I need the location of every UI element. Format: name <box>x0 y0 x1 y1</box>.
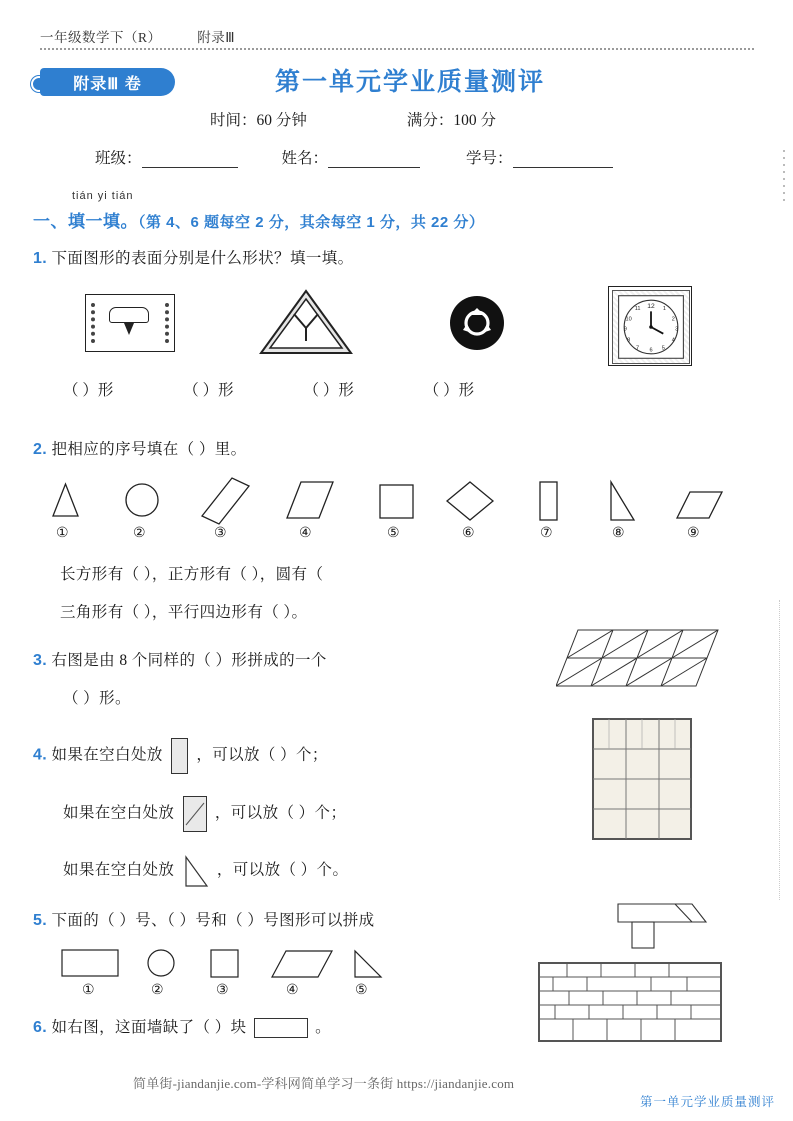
side-footer-label: 第一单元学业质量测评 <box>639 1095 775 1109</box>
question-3 <box>33 648 327 670</box>
question-4 <box>33 738 328 774</box>
parallelogram-tiling-figure <box>556 628 721 688</box>
question-5-shapes <box>50 938 450 984</box>
svg-text:12: 12 <box>647 303 655 310</box>
q4-line-2-prefix: 如果在空白处放 <box>63 804 175 822</box>
q4-line-2-suffix[interactable]: ，可以放（ ）个； <box>214 804 347 822</box>
q5-num-1: ① <box>82 983 95 998</box>
q5-num-4: ④ <box>286 983 299 998</box>
q2-answer-line-1[interactable]: 长方形有（ ），正方形有（ ），圆有（ <box>60 566 324 583</box>
svg-text:7: 7 <box>636 345 640 352</box>
q4-line-1-prefix: 如果在空白处放 <box>51 746 163 764</box>
section-1-title: 一、填一填。 <box>33 212 138 231</box>
q5-num-2: ② <box>151 983 164 998</box>
student-fields <box>95 146 705 168</box>
q2-num-4: ④ <box>299 526 312 541</box>
q2-num-3: ③ <box>214 526 227 541</box>
svg-text:4: 4 <box>671 337 675 344</box>
q1-blank-3[interactable]: （ ）形 <box>303 382 354 399</box>
field-class <box>95 146 238 168</box>
question-2-number: 2. <box>33 441 48 458</box>
q2-num-1: ① <box>56 526 69 541</box>
q2-answer-line-2[interactable]: 三角形有（ ），平行四边形有（ ）。 <box>60 604 308 621</box>
brick-rectangle-shape <box>254 1018 308 1038</box>
page-title: 第一单元学业质量测评 <box>274 68 545 96</box>
q2-num-6: ⑥ <box>462 526 475 541</box>
question-1-figures <box>60 282 760 362</box>
question-1-text: 下面图形的表面分别是什么形状？填一填。 <box>51 250 354 267</box>
svg-text:5: 5 <box>661 345 665 352</box>
svg-text:6: 6 <box>649 347 653 354</box>
exam-score: 满分：100 分 <box>406 112 497 129</box>
field-class-input[interactable] <box>142 152 238 168</box>
question-3-line-1[interactable]: 右图是由 8 个同样的（ ）形拼成的一个 <box>51 652 327 669</box>
header-left-text: 一年级数学下（R） <box>40 30 162 45</box>
header-right-text: 附录Ⅲ <box>197 30 236 45</box>
question-6 <box>33 1015 331 1038</box>
question-1-blanks <box>33 378 763 400</box>
section-1-detail: （第 4、6 题每空 2 分，其余每空 1 分，共 22 分） <box>138 214 485 231</box>
field-id <box>466 146 613 168</box>
q5-num-3: ③ <box>216 983 229 998</box>
q1-blank-1[interactable]: （ ）形 <box>63 382 114 399</box>
appendix-badge: 附录Ⅲ 卷 <box>40 68 175 96</box>
question-1-number: 1. <box>33 250 48 267</box>
q6-text-suffix: 。 <box>315 1019 331 1036</box>
question-6-number: 6. <box>33 1019 48 1036</box>
edge-dots-decoration <box>783 150 787 210</box>
svg-text:11: 11 <box>634 306 641 313</box>
question-4-line-2 <box>63 796 346 832</box>
page-header <box>40 26 754 46</box>
header-divider <box>40 48 754 50</box>
section-1-heading <box>33 207 753 232</box>
roundabout-sign <box>450 296 504 350</box>
q4-line-1-suffix[interactable]: ，可以放（ ）个； <box>196 746 328 764</box>
svg-text:10: 10 <box>625 316 632 323</box>
question-1 <box>33 246 354 268</box>
wall-clock <box>608 286 692 366</box>
question-5-text[interactable]: 下面的（ ）号、（ ）号和（ ）号图形可以拼成 <box>51 912 375 929</box>
question-3-number: 3. <box>33 652 48 669</box>
svg-text:8: 8 <box>627 337 631 344</box>
svg-text:3: 3 <box>675 326 679 333</box>
question-4-line-3 <box>63 854 348 888</box>
small-triangle-shape <box>183 854 209 888</box>
q5-num-5: ⑤ <box>355 983 368 998</box>
yield-triangle-sign <box>258 288 354 356</box>
field-name-input[interactable] <box>328 152 420 168</box>
field-name-label: 姓名： <box>281 150 329 167</box>
svg-text:1: 1 <box>662 306 666 313</box>
question-4-number: 4. <box>33 746 48 764</box>
question-2 <box>33 437 247 459</box>
q4-line-3-suffix[interactable]: ，可以放（ ）个。 <box>216 861 349 879</box>
question-2-text: 把相应的序号填在（ ）里。 <box>51 441 247 458</box>
slanted-rectangle-shape <box>183 796 207 832</box>
question-5 <box>33 908 375 930</box>
q6-text-prefix[interactable]: 如右图，这面墙缺了（ ）块 <box>51 1019 247 1036</box>
watermark-footer: 简单街-jiandanjie.com-学科网简单学习一条街 https://jiandanjie.com <box>133 1076 515 1091</box>
svg-text:2: 2 <box>671 316 675 323</box>
question-3-line-2[interactable]: （ ）形。 <box>63 690 131 707</box>
field-id-label: 学号： <box>466 150 513 167</box>
q4-line-3-prefix: 如果在空白处放 <box>63 861 175 879</box>
q2-num-2: ② <box>133 526 146 541</box>
q2-num-5: ⑤ <box>387 526 400 541</box>
question-2-shapes <box>50 468 770 528</box>
section-pinyin: tián yi tián <box>72 190 134 202</box>
q1-blank-2[interactable]: （ ）形 <box>183 382 234 399</box>
q1-blank-4[interactable]: （ ）形 <box>423 382 475 399</box>
field-name <box>282 146 421 168</box>
exam-time: 时间：60 分钟 <box>210 112 307 129</box>
q2-num-7: ⑦ <box>540 526 553 541</box>
question-5-number: 5. <box>33 912 48 929</box>
q2-num-9: ⑨ <box>687 526 700 541</box>
composite-shape-figure <box>600 900 710 950</box>
q2-num-8: ⑧ <box>612 526 625 541</box>
small-rectangle-shape <box>171 738 188 774</box>
field-id-input[interactable] <box>513 152 613 168</box>
bus-film-icon <box>85 294 175 352</box>
edge-dotted-line <box>779 600 781 900</box>
grid-paper-figure <box>592 718 692 840</box>
field-class-label: 班级： <box>95 150 142 167</box>
brick-wall-figure <box>538 962 722 1042</box>
svg-text:9: 9 <box>623 326 627 333</box>
exam-meta <box>150 108 670 130</box>
